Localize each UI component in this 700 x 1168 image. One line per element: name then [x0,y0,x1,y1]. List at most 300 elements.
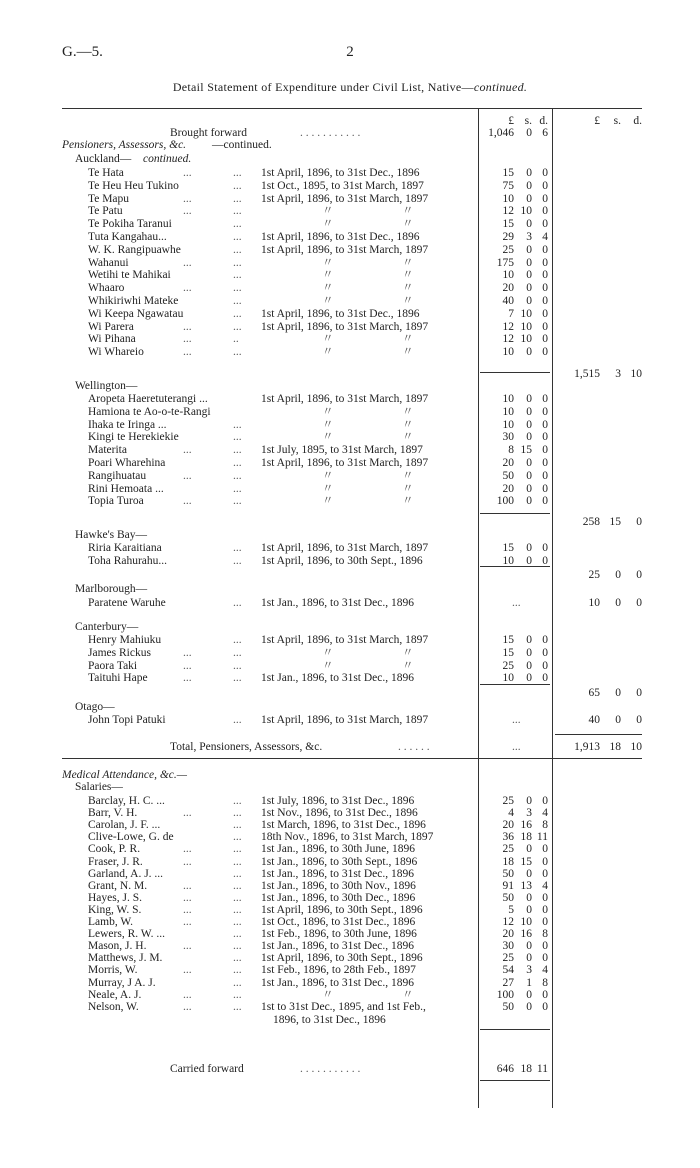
amount-pence: 11 [536,831,548,844]
period: 1st April, 1896, to 30th Sept., 1896 [261,555,423,567]
total-pence: 0 [636,597,642,609]
leader-dots: ... [233,346,242,359]
ditto-mark: 〃 [322,256,334,269]
amount-pence: 0 [542,418,548,431]
district-title: Marlborough— [75,583,148,595]
leader-dots: ... [233,179,242,192]
amount-pence: 0 [542,555,548,567]
leader-dots: ... [233,307,242,320]
amount-shillings: 10 [520,307,532,320]
ditto-mark: 〃 [402,418,414,431]
leader-dots: ... [183,807,192,820]
amount-pounds: 50 [502,469,514,482]
amount-pence: 0 [542,634,548,646]
leader-dots: ... [233,646,242,659]
period: 1st Jan., 1896, to 31st Dec., 1896 [261,976,415,989]
amount-pounds: 30 [502,431,514,444]
leader-dots: ... [233,952,242,965]
payee-name: Paora Taki [88,659,138,672]
amount-shillings: 0 [526,457,532,469]
top-rule [62,108,642,109]
leader-dots: . . . . . . . . . . . [300,1063,361,1075]
total-shillings: 0 [615,687,621,699]
amount-shillings: 18 [520,1063,532,1075]
amount-pounds: 27 [502,976,514,989]
total-shillings: 0 [615,569,621,581]
amount-shillings: 0 [526,295,532,307]
page-number: 2 [346,44,354,60]
period: 1st Jan., 1896, to 31st Dec., 1896 [261,867,415,880]
period: 1st April, 1896, to 31st Dec., 1896 [261,231,420,243]
leader-dots: ... [233,1000,242,1013]
amount-pence: 0 [542,218,548,231]
total-label: Total, Pensioners, Assessors, &c. [170,741,323,753]
district-heading [0,152,700,166]
leader-dots: ... [233,256,242,269]
period: 1st Jan., 1896, to 31st Dec., 1896 [261,672,415,685]
payee-name: James Rickus [88,646,151,659]
payee-name: W. K. Rangipuawhe [88,243,181,256]
amount-shillings: 0 [526,646,532,659]
amount-shillings: 0 [526,867,532,880]
amount-pence: 0 [542,903,548,916]
payee-name: John Topi Patuki [88,714,166,726]
carried-forward-label: Carried forward [170,1063,244,1075]
amount-pence: 4 [542,964,548,977]
amount-pounds: 25 [502,659,514,672]
amount-pounds: 20 [502,819,514,832]
total-shillings: 0 [615,714,621,726]
district-heading [0,379,700,393]
amount-pounds: 100 [496,988,514,1001]
ditto-mark: 〃 [402,282,414,295]
amount-pence: 0 [542,659,548,672]
amount-pounds: 20 [502,482,514,495]
leader-dots: ... [183,256,192,269]
total-shillings: 18 [609,741,621,753]
section-title: Medical Attendance, &c.— [62,769,187,781]
leader-dots: ... [233,795,242,807]
amount-shillings: 0 [526,243,532,256]
amount-shillings: 0 [526,269,532,282]
title-continued: continued. [473,80,528,94]
period: 1st April, 1896, to 31st March, 1897 [261,714,429,726]
amount-pounds: 75 [502,179,514,192]
payee-name: Whaaro [88,282,125,295]
leader-dots: ... [183,282,192,295]
payee-name: Lewers, R. W. ... [88,928,165,941]
ditto-mark: 〃 [322,295,334,307]
amount-pounds: 12 [502,320,514,333]
leader-dots: ... [233,634,242,646]
leader-dots: ... [183,346,192,359]
amount-pounds: 20 [502,282,514,295]
period: 1st to 31st Dec., 1895, and 1st Feb., [261,1000,426,1013]
amount-shillings: 0 [526,634,532,646]
amount-pence: 0 [542,952,548,965]
amount-pounds: 1,046 [488,127,514,139]
total-rule [555,734,642,735]
period: 1st April, 1896, to 31st March, 1897 [261,320,429,333]
amount-shillings: 0 [526,988,532,1001]
amount-shillings: 0 [526,218,532,231]
payee-name: Wahanui [88,256,129,269]
district-total [0,568,700,582]
leader-dots: ... [233,282,242,295]
leader-dots: ... [183,891,192,904]
amount-shillings: 18 [520,831,532,844]
amount-shillings: 0 [526,659,532,672]
amount-shillings: 13 [520,879,532,892]
amount-shillings: 15 [520,444,532,457]
amount-pence: 0 [542,1000,548,1013]
leader-dots: ... [183,333,192,346]
ditto-mark: 〃 [402,205,414,218]
period: 1st Jan., 1896, to 30th Dec., 1896 [261,891,416,904]
district-total [0,686,700,700]
leader-dots: ... [233,916,242,928]
amount-pounds: 10 [502,346,514,359]
payee-name: Rini Hemoata ... [88,482,164,495]
list-item [0,1000,700,1014]
district-title: Wellington— [75,380,138,392]
amount-pounds: 36 [502,831,514,844]
amount-shillings: 0 [526,555,532,567]
amount-pounds: 29 [502,231,514,243]
payee-name: Nelson, W. [88,1000,139,1013]
payee-name: Wetihi te Mahikai [88,269,171,282]
leader-dots: ... [233,831,242,844]
amount-pounds: 15 [502,542,514,554]
leader-dots: ... [233,964,242,977]
total-pounds: 25 [588,569,600,581]
ditto-mark: 〃 [322,646,334,659]
amount-pounds: 12 [502,916,514,928]
period: 1st April, 1896, to 31st March, 1897 [261,634,429,646]
amount-pence: 4 [542,231,548,243]
period: 1st April, 1896, to 31st March, 1897 [261,457,429,469]
amount-pounds: 10 [502,192,514,205]
amount-shillings: 0 [526,843,532,856]
district-title: Canterbury— [75,621,139,633]
amount-pounds: 25 [502,243,514,256]
leader-dots: ... [183,495,192,508]
ditto-mark: 〃 [322,659,334,672]
amount-pence: 0 [542,916,548,928]
amount-pence: 0 [542,867,548,880]
ditto-mark: 〃 [402,646,414,659]
amount-pounds: 54 [502,964,514,977]
brought-forward-label: Brought forward [170,127,247,139]
leader-dots: ... [233,542,242,554]
amount-pounds: 50 [502,867,514,880]
total-shillings: 15 [609,516,621,528]
amount-pence: 0 [542,988,548,1001]
amount-pounds: 7 [508,307,514,320]
amount-shillings: 3 [526,964,532,977]
period: 1st Nov., 1896, to 31st Dec., 1896 [261,807,418,820]
leader-dots: ... [233,988,242,1001]
leader-dots: ... [233,482,242,495]
payee-name: Carolan, J. F. ... [88,819,161,832]
payee-name: Fraser, J. R. [88,855,143,868]
period: 1st April, 1896, to 30th Sept., 1896 [261,952,423,965]
amount-pounds: 10 [502,393,514,405]
report-reference: G.—5. [62,44,103,60]
ditto-mark: 〃 [322,469,334,482]
total-shillings: 0 [615,597,621,609]
amount-pence: 8 [542,928,548,941]
payee-name: Te Pokiha Taranui [88,218,172,231]
amount-pence: 0 [542,307,548,320]
amount-shillings: 1 [526,976,532,989]
pence-header: d. [539,115,548,127]
amount-pounds: 50 [502,1000,514,1013]
amount-shillings: 10 [520,320,532,333]
payee-name: King, W. S. [88,903,142,916]
leader-dots: ... [183,843,192,856]
amount-shillings: 0 [526,940,532,953]
amount-pence: 6 [542,127,548,139]
ditto-mark: 〃 [322,418,334,431]
subtotal-rule [480,566,550,567]
amount-shillings: 0 [526,795,532,807]
amount-pounds: 175 [496,256,514,269]
period: 1st Oct., 1896, to 31st Dec., 1896 [261,916,416,928]
amount-pence: 0 [542,320,548,333]
payee-name: Kingi te Herekiekie [88,431,179,444]
amount-pounds: 646 [496,1063,514,1075]
leader-dots: ... [233,940,242,953]
payee-name: Garland, A. J. ... [88,867,164,880]
payee-name: Wi Parera [88,320,134,333]
ditto-mark: 〃 [402,495,414,508]
amount-shillings: 0 [526,482,532,495]
payee-name: Poari Wharehina [88,457,166,469]
section-continued: —continued. [212,139,272,151]
total-pounds: 65 [588,687,600,699]
amount-pence: 0 [542,444,548,457]
payee-name: Murray, J A. J. [88,976,156,989]
period: 1st April, 1896, to 31st March, 1897 [261,542,429,554]
period: 1st Oct., 1895, to 31st March, 1897 [261,179,424,192]
amount-shillings: 0 [526,903,532,916]
amount-pounds: 15 [502,218,514,231]
amount-shillings: 10 [520,205,532,218]
leader-dots: ... [233,231,242,243]
amount-pounds: 8 [508,444,514,457]
leader-dots: ... [233,295,242,307]
ditto-mark: 〃 [402,218,414,231]
ditto-mark: 〃 [402,256,414,269]
payee-name: Paratene Waruhe [88,597,166,609]
payee-name: Aropeta Haeretuterangi ... [88,393,208,405]
period: 1st April, 1896, to 31st March, 1897 [261,393,429,405]
amount-pounds: 25 [502,952,514,965]
amount-pounds: 25 [502,795,514,807]
total-pence: 0 [636,516,642,528]
amount-pounds: 20 [502,457,514,469]
amount-shillings: 0 [526,192,532,205]
ditto-mark: 〃 [402,431,414,444]
leader-dots: ... [512,714,521,726]
leader-dots: ... [233,879,242,892]
amount-pence: 0 [542,891,548,904]
leader-dots: ... [183,903,192,916]
period: 1st July, 1895, to 31st March, 1897 [261,444,423,457]
total-shillings: 3 [615,368,621,380]
payee-name: Materita [88,444,127,457]
amount-pence: 0 [542,179,548,192]
amount-shillings: 16 [520,819,532,832]
payee-name: Barr, V. H. [88,807,138,820]
amount-pence: 11 [536,1063,548,1075]
ditto-mark: 〃 [322,346,334,359]
ditto-mark: 〃 [322,482,334,495]
amount-pence: 8 [542,976,548,989]
payee-name: Wi Pihana [88,333,136,346]
payee-name: Ihaka te Iringa ... [88,418,167,431]
amount-pounds: 10 [502,405,514,418]
amount-pounds: 12 [502,333,514,346]
leader-dots: ... [183,320,192,333]
title-main: Detail Statement of Expenditure under Civil List, Native— [172,80,474,94]
payee-name: Barclay, H. C. ... [88,795,165,807]
amount-pence: 0 [542,431,548,444]
amount-shillings: 0 [526,256,532,269]
payee-name: Riria Karaitiana [88,542,162,554]
period: 18th Nov., 1896, to 31st March, 1897 [261,831,434,844]
payee-name: Matthews, J. M. [88,952,163,965]
amount-pounds: 40 [502,295,514,307]
district-continued: continued. [143,153,192,165]
amount-pounds: 12 [502,205,514,218]
amount-shillings: 0 [526,179,532,192]
amount-shillings: 3 [526,231,532,243]
total-pence: 0 [636,714,642,726]
payee-name: Rangihuatau [88,469,147,482]
shillings-header: s. [613,115,621,127]
leader-dots: ... [183,192,192,205]
amount-pence: 0 [542,646,548,659]
leader-dots: ... [183,167,192,179]
pounds-header: £ [594,115,600,127]
amount-shillings: 0 [526,891,532,904]
leader-dots: ... [183,879,192,892]
list-item [0,541,700,555]
district-title: Auckland— [75,153,132,165]
leader-dots: ... [233,218,242,231]
payee-name: Hamiona te Ao-o-te-Rangi [88,405,211,418]
amount-shillings: 0 [526,282,532,295]
amount-shillings: 0 [526,418,532,431]
leader-dots: ... [183,659,192,672]
pence-header: d. [633,115,642,127]
amount-pounds: 10 [502,269,514,282]
subsection-title: Salaries— [75,781,123,793]
period: 1st April, 1896, to 31st March, 1897 [261,243,429,256]
payee-name: Clive-Lowe, G. de [88,831,174,844]
leader-dots: ... [233,418,242,431]
leader-dots: ... [233,269,242,282]
section-title: Pensioners, Assessors, &c. [62,139,187,151]
amount-pence: 0 [542,672,548,685]
amount-shillings: 0 [526,405,532,418]
payee-name: Tuta Kangahau... [88,231,167,243]
amount-pence: 0 [542,542,548,554]
district-total [0,515,700,529]
page-title [0,80,700,95]
amount-shillings: 15 [520,855,532,868]
amount-pence: 0 [542,346,548,359]
payee-name: Lamb, W. [88,916,134,928]
subtotal-rule [480,513,550,514]
payee-name: Toha Rahurahu... [88,555,168,567]
amount-shillings: 0 [526,1000,532,1013]
payee-name: Mason, J. H. [88,940,147,953]
amount-pence: 0 [542,333,548,346]
payee-name: Hayes, J. S. [88,891,142,904]
ditto-mark: 〃 [402,988,414,1001]
leader-dots: ... [233,672,242,685]
payee-name: Taituhi Hape [88,672,148,685]
ditto-mark: 〃 [402,469,414,482]
leader-dots: ... [183,469,192,482]
payee-name: Morris, W. [88,964,138,977]
leader-dots: ... [233,431,242,444]
leader-dots: ... [233,714,242,726]
amount-pence: 4 [542,807,548,820]
amount-shillings: 0 [526,346,532,359]
period-continued: 1896, to 31st Dec., 1896 [273,1014,386,1026]
leader-dots: ... [233,495,242,508]
amount-pence: 0 [542,405,548,418]
total-pounds: 40 [588,714,600,726]
ditto-mark: 〃 [322,269,334,282]
district-title: Hawke's Bay— [75,529,148,541]
leader-dots: ... [183,916,192,928]
leader-dots: ... [233,928,242,941]
leader-dots: ... [233,320,242,333]
leader-dots: . . . . . . . . . . . [300,127,361,139]
payee-name: Topia Turoa [88,495,144,508]
amount-shillings: 10 [520,916,532,928]
payee-name: Te Mapu [88,192,130,205]
leader-dots: ... [512,741,521,753]
subtotal-rule [480,684,550,685]
amount-shillings: 0 [526,469,532,482]
list-item [0,345,700,359]
amount-shillings: 0 [526,127,532,139]
leader-dots: ... [183,855,192,868]
total-pence: 10 [630,741,642,753]
ditto-mark: 〃 [322,218,334,231]
payee-name: Te Hata [88,167,124,179]
amount-pounds: 25 [502,843,514,856]
amount-pounds: 50 [502,891,514,904]
leader-dots: .. [233,333,239,346]
ditto-mark: 〃 [322,282,334,295]
leader-dots: ... [233,807,242,820]
amount-pence: 0 [542,855,548,868]
ditto-mark: 〃 [402,269,414,282]
leader-dots: ... [233,555,242,567]
amount-pence: 0 [542,269,548,282]
total-pence: 10 [630,368,642,380]
leader-dots: ... [233,855,242,868]
amount-pence: 0 [542,469,548,482]
leader-dots: ... [233,976,242,989]
